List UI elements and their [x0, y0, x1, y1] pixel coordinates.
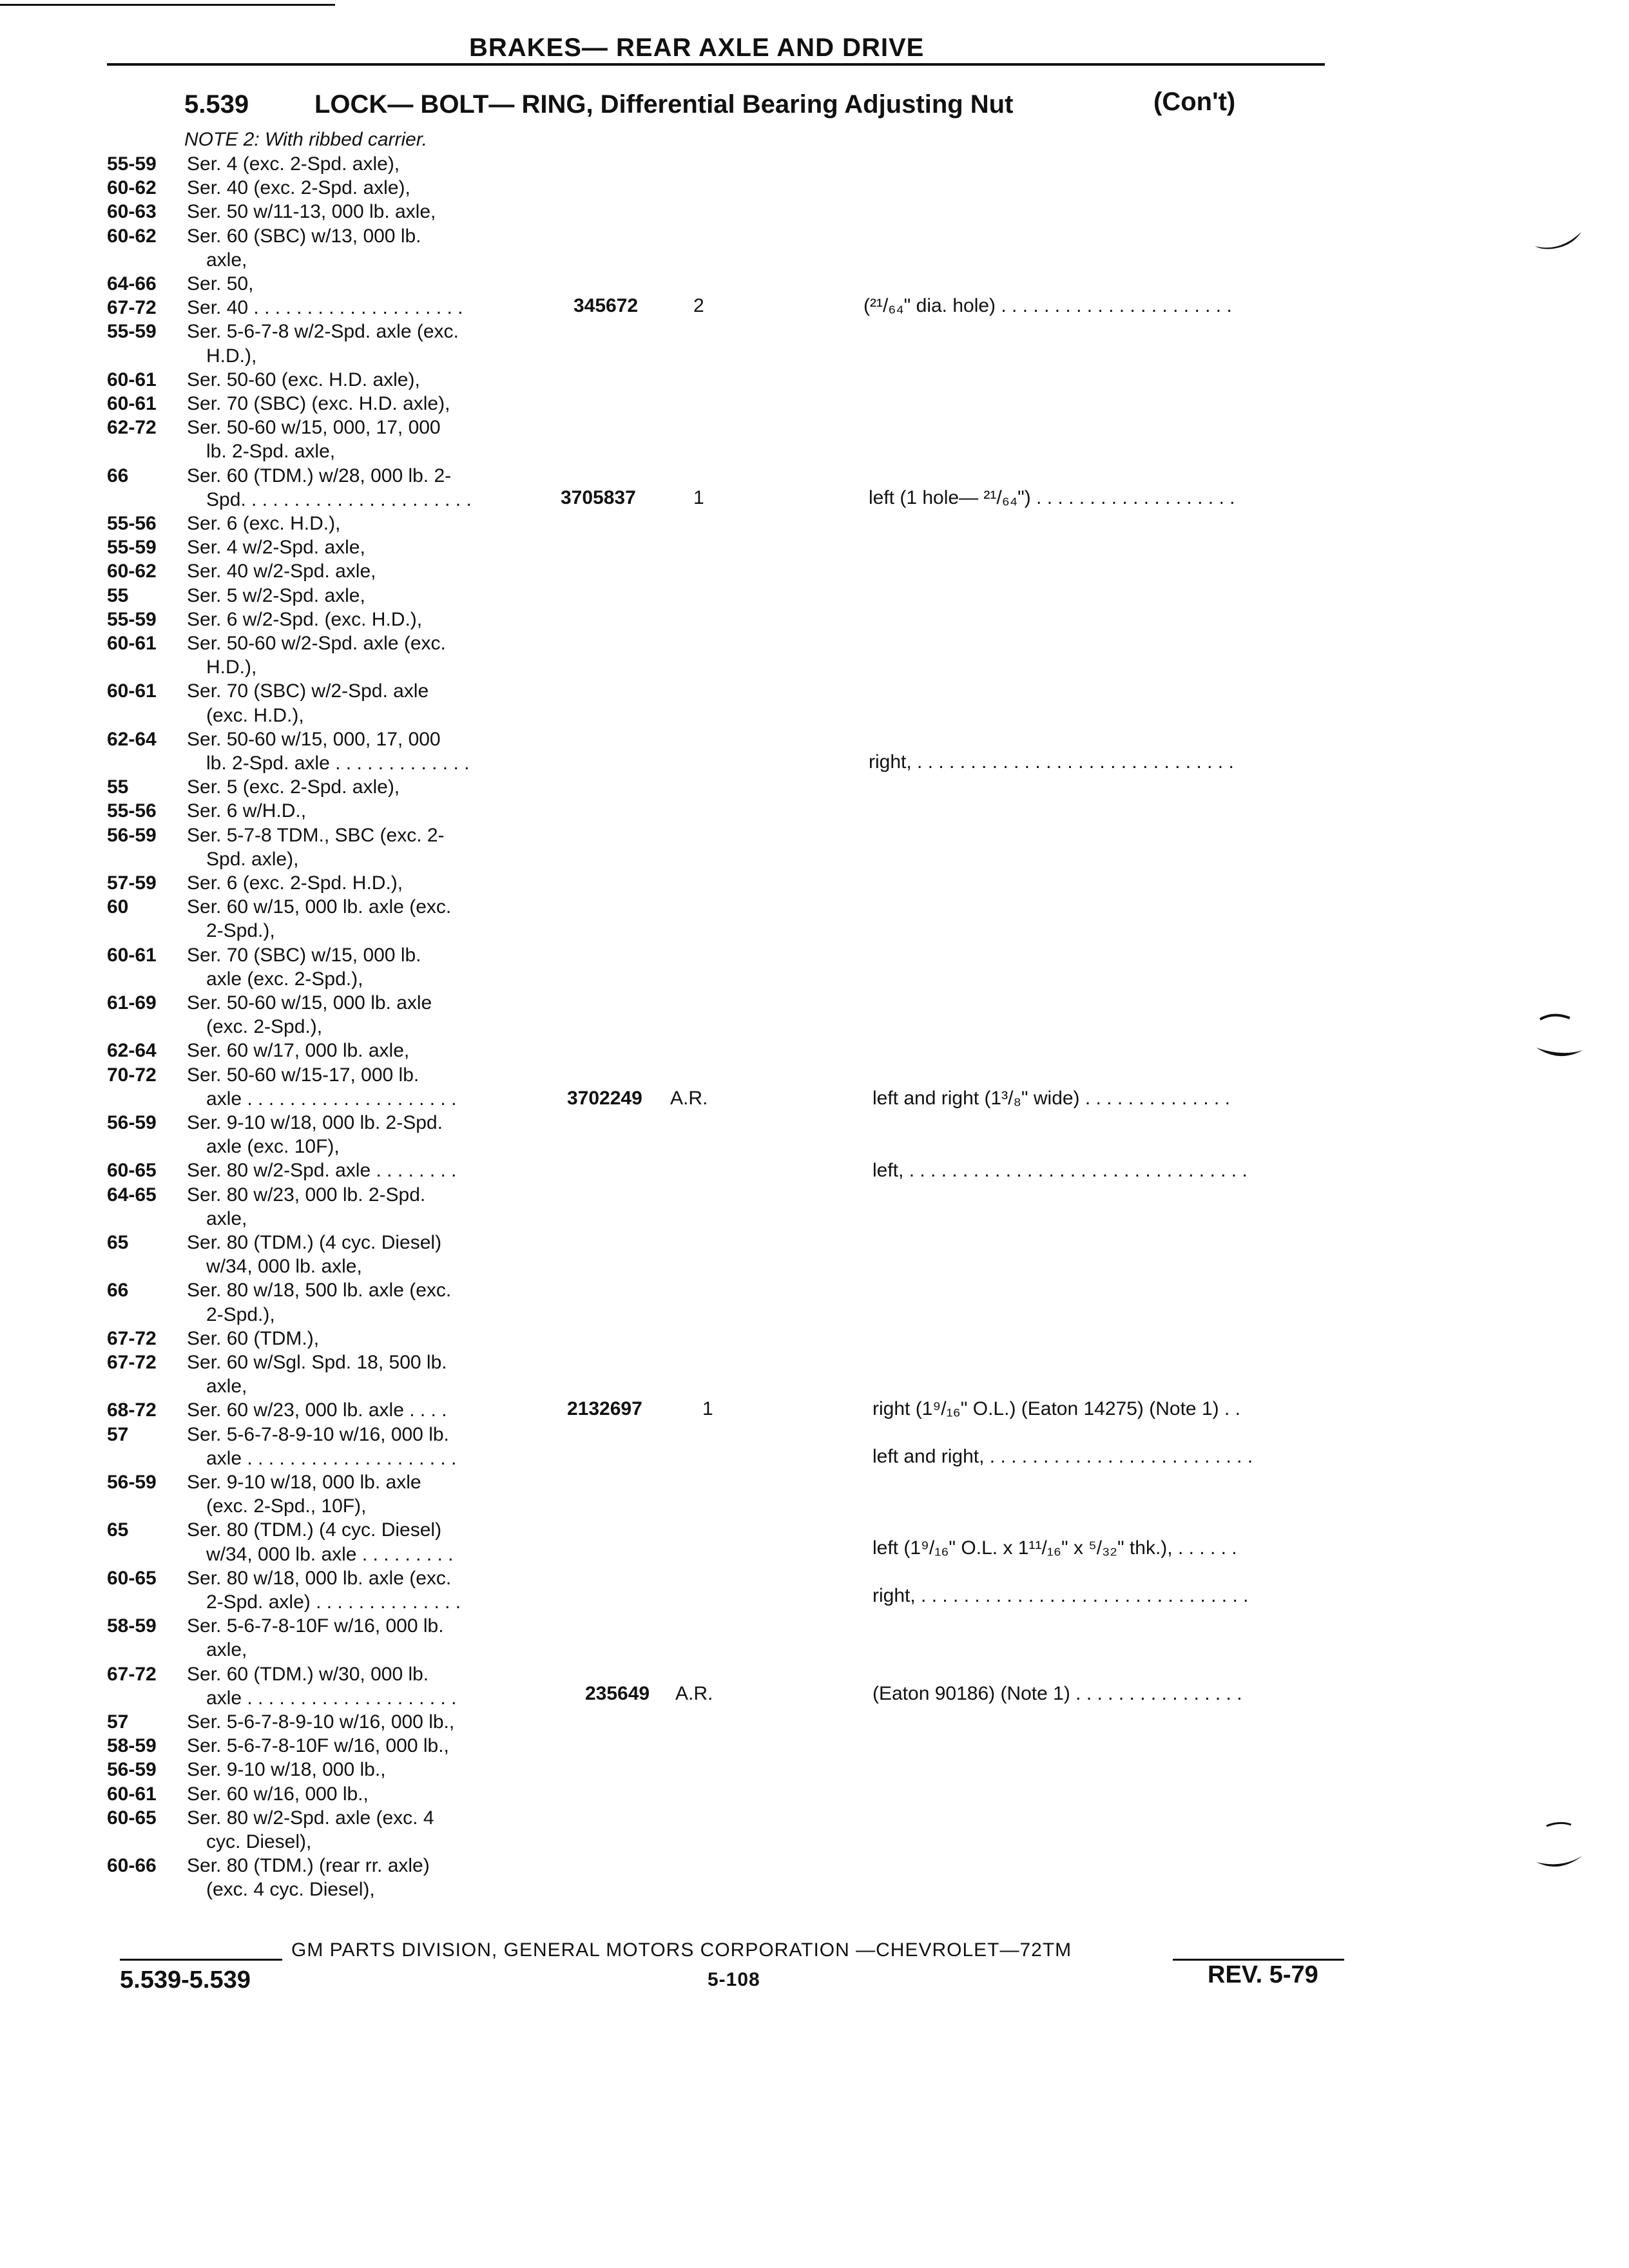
application-line [107, 1470, 571, 1495]
application-description: axle, [206, 1376, 247, 1398]
application-description: Ser. 9-10 w/18, 000 lb. axle [187, 1472, 421, 1493]
model-years: 60-66 [107, 1855, 157, 1877]
application-description: Ser. 6 w/2-Spd. (exc. H.D.), [187, 608, 423, 630]
application-line [107, 1758, 571, 1782]
application-line [107, 608, 571, 632]
model-years: 60-63 [107, 201, 157, 223]
footer-revision: REV. 5-79 [1208, 1961, 1318, 1988]
application-line [107, 559, 571, 584]
model-years: 61-69 [107, 992, 157, 1014]
remark: left and right (1³/₈" wide) . . . . . . . . . . . . . . [872, 1088, 1230, 1109]
part-number: 345672 [574, 295, 639, 316]
application-description: Ser. 40 (exc. 2-Spd. axle), [187, 177, 410, 199]
application-description: Ser. 70 (SBC) (exc. H.D. axle), [187, 393, 450, 414]
application-description: Ser. 60 (TDM.) w/28, 000 lb. 2- [187, 465, 452, 486]
model-years: 57-59 [107, 872, 157, 894]
model-years: 55 [107, 584, 129, 606]
application-line [107, 799, 571, 823]
application-description: axle, [206, 1207, 247, 1229]
application-description: Ser. 60 w/16, 000 lb., [187, 1783, 369, 1805]
model-years: 66 [107, 465, 129, 486]
application-description: Ser. 6 w/H.D., [187, 800, 307, 822]
application-line [107, 344, 571, 369]
application-line [107, 392, 571, 416]
application-line [107, 1830, 571, 1854]
application-description: w/34, 000 lb. axle, [206, 1256, 362, 1278]
note-2: NOTE 2: With ribbed carrier. [184, 129, 428, 150]
model-years: 60-61 [107, 393, 157, 414]
application-line [107, 1135, 571, 1159]
application-description: Spd. . . . . . . . . . . . . . . . . . . . . . [206, 488, 472, 510]
application-description: Ser. 5-6-7-8-10F w/16, 000 lb. [187, 1615, 444, 1637]
application-line [107, 1207, 571, 1231]
application-description: Ser. 5-7-8 TDM., SBC (exc. 2- [187, 824, 445, 846]
model-years: 70-72 [107, 1064, 157, 1086]
footer-page-number: 5-108 [708, 1969, 760, 1990]
application-description: Ser. 70 (SBC) w/15, 000 lb. [187, 944, 421, 966]
model-years: 65 [107, 1232, 129, 1253]
application-description: Ser. 50-60 w/15, 000, 17, 000 [187, 417, 441, 439]
model-years: 56-59 [107, 824, 157, 846]
application-line [107, 1350, 571, 1375]
application-description: w/34, 000 lb. axle . . . . . . . . . [206, 1543, 454, 1565]
application-line [107, 176, 571, 200]
application-line [107, 1111, 571, 1135]
application-line [107, 655, 571, 680]
application-description: Ser. 80 w/18, 500 lb. axle (exc. [187, 1280, 452, 1302]
model-years: 57 [107, 1423, 129, 1445]
remark: right, . . . . . . . . . . . . . . . . . . . . . . . . . . . . . . . [872, 1585, 1249, 1606]
application-description: Ser. 40 . . . . . . . . . . . . . . . . . . . . [187, 297, 463, 319]
remark: (Eaton 90186) (Note 1) . . . . . . . . . . . . . . . . [872, 1683, 1242, 1704]
model-years: 60-62 [107, 177, 157, 199]
part-number: 2132697 [567, 1398, 642, 1419]
application-line [107, 512, 571, 536]
part-quantity: 1 [702, 1398, 713, 1419]
application-line [107, 704, 571, 728]
application-line [107, 272, 571, 296]
model-years: 60-65 [107, 1807, 157, 1829]
application-description: Ser. 5 w/2-Spd. axle, [187, 584, 365, 606]
application-description: axle, [206, 1639, 247, 1661]
application-description: 2-Spd.), [206, 1303, 275, 1325]
punch-hole-mark [1534, 227, 1585, 259]
section-title: LOCK— BOLT— RING, Differential Bearing Adjusting Nut [314, 90, 1014, 119]
remark: right (1⁹/₁₆" O.L.) (Eaton 14275) (Note 1) . . [872, 1398, 1240, 1419]
application-line [107, 224, 571, 249]
application-description: Ser. 80 w/18, 000 lb. axle (exc. [187, 1567, 452, 1589]
part-number: 3702249 [567, 1088, 642, 1109]
application-line [107, 1278, 571, 1303]
application-line [107, 1374, 571, 1399]
application-description: Ser. 80 w/2-Spd. axle (exc. 4 [187, 1807, 434, 1829]
application-description: Ser. 50, [187, 273, 254, 294]
model-years: 58-59 [107, 1615, 157, 1637]
application-description: Ser. 50-60 w/2-Spd. axle (exc. [187, 633, 446, 654]
model-years: 55-56 [107, 513, 157, 534]
application-description: axle . . . . . . . . . . . . . . . . . . . . [206, 1088, 457, 1110]
part-quantity: 2 [693, 295, 704, 316]
application-description: Ser. 60 (SBC) w/13, 000 lb. [187, 225, 421, 247]
part-number: 235649 [585, 1683, 650, 1704]
remark: (²¹/₆₄" dia. hole) . . . . . . . . . . . . . . . . . . . . . . [863, 295, 1232, 316]
remark: left (1⁹/₁₆" O.L. x 1¹¹/₁₆" x ⁵/₃₂" thk.), . . . . . . [872, 1537, 1237, 1559]
model-years: 62-64 [107, 1040, 157, 1062]
application-line [107, 439, 571, 464]
application-line [107, 727, 571, 752]
application-line [107, 1518, 571, 1542]
application-line [107, 1686, 571, 1711]
application-line [107, 1566, 571, 1591]
application-line [107, 1638, 571, 1662]
application-line [107, 200, 571, 224]
application-description: Ser. 60 w/15, 000 lb. axle (exc. [187, 896, 452, 918]
model-years: 62-72 [107, 417, 157, 439]
application-line [107, 679, 571, 704]
model-years: 65 [107, 1519, 129, 1541]
application-line [107, 1398, 571, 1423]
application-description: lb. 2-Spd. axle, [206, 441, 336, 463]
application-line [107, 1303, 571, 1327]
model-years: 60 [107, 896, 129, 918]
application-description: Ser. 4 w/2-Spd. axle, [187, 537, 365, 559]
application-line [107, 416, 571, 440]
application-description: Ser. 50 w/11-13, 000 lb. axle, [187, 201, 436, 223]
model-years: 62-64 [107, 728, 157, 750]
application-line [107, 535, 571, 560]
application-line [107, 1734, 571, 1758]
application-line [107, 943, 571, 968]
application-line [107, 1039, 571, 1063]
application-description: Ser. 6 (exc. 2-Spd. H.D.), [187, 872, 403, 894]
application-line [107, 1327, 571, 1351]
application-description: Ser. 5-6-7-8 w/2-Spd. axle (exc. [187, 321, 459, 343]
application-description: Ser. 9-10 w/18, 000 lb. 2-Spd. [187, 1112, 443, 1133]
model-years: 55-59 [107, 153, 157, 175]
application-description: Ser. 60 w/23, 000 lb. axle . . . . [187, 1399, 447, 1421]
application-line [107, 847, 571, 872]
application-description: Ser. 5-6-7-8-10F w/16, 000 lb., [187, 1735, 449, 1757]
model-years: 64-65 [107, 1184, 157, 1206]
model-years: 60-65 [107, 1567, 157, 1589]
model-years: 55 [107, 776, 129, 798]
model-years: 60-65 [107, 1160, 157, 1182]
footer-range: 5.539-5.539 [120, 1966, 251, 1994]
application-column [107, 0, 571, 2268]
application-line [107, 584, 571, 608]
remark: left, . . . . . . . . . . . . . . . . . . . . . . . . . . . . . . . . [872, 1160, 1248, 1181]
application-line [107, 1015, 571, 1039]
application-line [107, 1710, 571, 1735]
application-description: Ser. 80 w/2-Spd. axle . . . . . . . . [187, 1160, 457, 1182]
model-years: 67-72 [107, 297, 157, 319]
application-description: axle . . . . . . . . . . . . . . . . . . . . [206, 1687, 457, 1709]
model-years: 67-72 [107, 1663, 157, 1685]
application-description: lb. 2-Spd. axle . . . . . . . . . . . . . [206, 753, 470, 774]
section-number: 5.539 [184, 90, 249, 119]
application-line [107, 152, 571, 177]
application-line [107, 248, 571, 273]
application-description: (exc. 2-Spd.), [206, 1016, 323, 1038]
model-years: 67-72 [107, 1352, 157, 1373]
model-years: 68-72 [107, 1399, 157, 1421]
model-years: 60-61 [107, 680, 157, 702]
application-line [107, 320, 571, 344]
application-description: Ser. 5-6-7-8-9-10 w/16, 000 lb., [187, 1711, 455, 1733]
model-years: 55-59 [107, 608, 157, 630]
part-quantity: A.R. [675, 1683, 713, 1704]
application-line [107, 488, 571, 512]
application-description: Ser. 60 w/Sgl. Spd. 18, 500 lb. [187, 1352, 447, 1373]
application-description: axle, [206, 249, 247, 271]
application-line [107, 1782, 571, 1807]
application-description: Ser. 4 (exc. 2-Spd. axle), [187, 153, 400, 175]
footer-corporation: GM PARTS DIVISION, GENERAL MOTORS CORPORATION —CHEVROLET—72TM [291, 1939, 1072, 1961]
remark: right, . . . . . . . . . . . . . . . . . . . . . . . . . . . . . . [869, 751, 1234, 773]
application-line [107, 368, 571, 392]
model-years: 56-59 [107, 1472, 157, 1493]
model-years: 56-59 [107, 1112, 157, 1133]
application-line [107, 1158, 571, 1183]
application-line [107, 1806, 571, 1831]
application-description: Ser. 6 (exc. H.D.), [187, 513, 341, 534]
model-years: 60-61 [107, 633, 157, 654]
application-line [107, 631, 571, 656]
part-quantity: 1 [693, 487, 704, 508]
application-line [107, 1662, 571, 1687]
application-line [107, 1614, 571, 1639]
section-continued: (Con't) [1153, 88, 1236, 116]
application-description: (exc. H.D.), [206, 704, 304, 726]
model-years: 60-62 [107, 561, 157, 582]
application-line [107, 1087, 571, 1111]
application-description: 2-Spd.), [206, 920, 275, 942]
application-line [107, 919, 571, 943]
application-description: (exc. 4 cyc. Diesel), [206, 1879, 375, 1901]
application-description: Spd. axle), [206, 848, 299, 870]
model-years: 67-72 [107, 1327, 157, 1349]
application-line [107, 1183, 571, 1207]
model-years: 60-61 [107, 1783, 157, 1805]
remark: left and right, . . . . . . . . . . . . . . . . . . . . . . . . . [872, 1446, 1253, 1467]
application-line [107, 991, 571, 1015]
application-description: Ser. 60 w/17, 000 lb. axle, [187, 1040, 410, 1062]
application-description: Ser. 80 (TDM.) (rear rr. axle) [187, 1855, 430, 1877]
application-line [107, 751, 571, 776]
application-line [107, 1542, 571, 1567]
model-years: 55-59 [107, 321, 157, 343]
application-line [107, 1063, 571, 1088]
application-description: Ser. 9-10 w/18, 000 lb., [187, 1759, 386, 1781]
application-description: axle (exc. 2-Spd.), [206, 968, 363, 990]
application-description: cyc. Diesel), [206, 1831, 312, 1852]
application-line [107, 1590, 571, 1615]
application-description: Ser. 50-60 (exc. H.D. axle), [187, 369, 420, 390]
punch-hole-mark [1534, 1012, 1585, 1070]
application-description: axle (exc. 10F), [206, 1136, 340, 1158]
model-years: 57 [107, 1711, 129, 1733]
application-line [107, 967, 571, 992]
application-line [107, 1231, 571, 1255]
application-line [107, 1854, 571, 1878]
application-line [107, 1446, 571, 1471]
model-years: 60-61 [107, 369, 157, 390]
application-line [107, 1423, 571, 1447]
application-description: H.D.), [206, 657, 257, 678]
footer-rule-left [120, 1959, 282, 1961]
application-line [107, 296, 571, 320]
application-description: Ser. 5 (exc. 2-Spd. axle), [187, 776, 400, 798]
page-header-title: BRAKES— REAR AXLE AND DRIVE [469, 34, 925, 62]
application-description: Ser. 60 (TDM.), [187, 1327, 320, 1349]
application-line [107, 1254, 571, 1279]
model-years: 55-59 [107, 537, 157, 559]
application-line [107, 871, 571, 896]
punch-hole-mark [1534, 1817, 1585, 1875]
application-line [107, 464, 571, 488]
application-line [107, 823, 571, 848]
application-description: Ser. 70 (SBC) w/2-Spd. axle [187, 680, 429, 702]
application-description: 2-Spd. axle) . . . . . . . . . . . . . . [206, 1591, 461, 1613]
model-years: 58-59 [107, 1735, 157, 1757]
application-description: Ser. 60 (TDM.) w/30, 000 lb. [187, 1663, 429, 1685]
part-quantity: A.R. [670, 1088, 708, 1109]
model-years: 56-59 [107, 1759, 157, 1781]
application-description: axle . . . . . . . . . . . . . . . . . . . . [206, 1447, 457, 1469]
model-years: 64-66 [107, 273, 157, 294]
application-description: H.D.), [206, 345, 257, 367]
application-description: Ser. 50-60 w/15, 000 lb. axle [187, 992, 432, 1014]
model-years: 60-62 [107, 225, 157, 247]
application-description: Ser. 50-60 w/15, 000, 17, 000 [187, 728, 441, 750]
application-line [107, 895, 571, 919]
application-description: Ser. 50-60 w/15-17, 000 lb. [187, 1064, 419, 1086]
application-description: Ser. 5-6-7-8-9-10 w/16, 000 lb. [187, 1423, 449, 1445]
application-description: Ser. 40 w/2-Spd. axle, [187, 561, 376, 582]
application-description: (exc. 2-Spd., 10F), [206, 1495, 367, 1517]
application-description: Ser. 80 (TDM.) (4 cyc. Diesel) [187, 1519, 442, 1541]
model-years: 60-61 [107, 944, 157, 966]
application-line [107, 775, 571, 800]
application-description: Ser. 80 (TDM.) (4 cyc. Diesel) [187, 1232, 442, 1253]
application-description: Ser. 80 w/23, 000 lb. 2-Spd. [187, 1184, 426, 1206]
application-line [107, 1878, 571, 1902]
model-years: 66 [107, 1280, 129, 1302]
remark: left (1 hole— ²¹/₆₄") . . . . . . . . . . . . . . . . . . . [869, 487, 1235, 508]
footer-rule-right [1173, 1959, 1344, 1961]
application-line [107, 1494, 571, 1519]
model-years: 55-56 [107, 800, 157, 822]
part-number: 3705837 [561, 487, 636, 508]
